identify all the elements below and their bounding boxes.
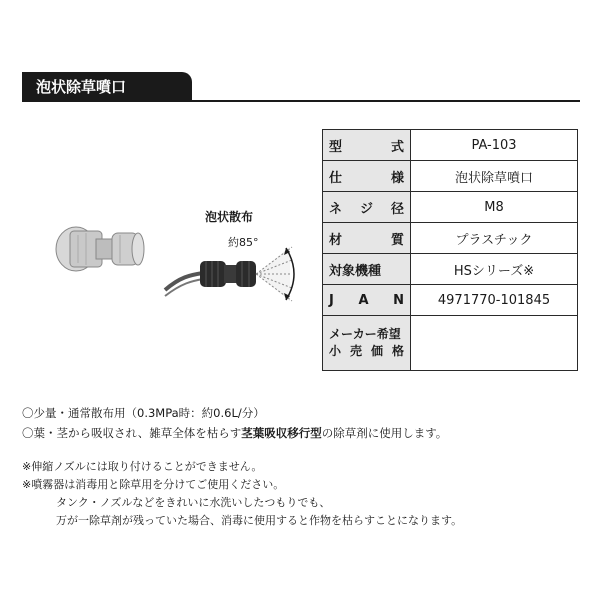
spec-table — [322, 129, 578, 371]
nozzle-photo-left — [56, 227, 144, 271]
note-usage: 〇少量・通常散布用（0.3MPa時：約0.6L/分） — [22, 406, 265, 420]
spec-value-material: プラスチック — [411, 223, 578, 254]
spray-label: 泡状散布 — [205, 210, 254, 224]
title-divider — [22, 100, 580, 102]
spec-label-material: 材 質 — [329, 232, 404, 248]
spec-value-spec: 泡状除草噴口 — [411, 161, 578, 192]
caution-notes — [22, 458, 592, 530]
caution-separate-sprayers: ※噴霧器は消毒用と除草用を分けてご使用ください。 — [22, 478, 285, 491]
spec-value-compatible: HSシリーズ※ — [411, 254, 578, 285]
caution-residue-2: 万が一除草剤が残っていた場合、消毒に使用すると作物を枯らすことになります。 — [56, 514, 463, 527]
spec-label-jan: J A N — [329, 292, 404, 308]
price-label-line1: メーカー希望 — [329, 327, 401, 341]
spec-value-model: PA-103 — [411, 130, 578, 161]
spec-row-compatible — [323, 254, 578, 285]
product-illustration — [40, 195, 310, 330]
spec-row-spec — [323, 161, 578, 192]
herbicide-type-emphasis: 茎葉吸収移行型 — [241, 426, 322, 440]
spec-value-thread: M8 — [411, 192, 578, 223]
spec-label-spec: 仕 様 — [329, 170, 404, 186]
spec-label-model: 型 式 — [329, 139, 404, 155]
spec-value-price — [411, 316, 578, 371]
spec-row-jan — [323, 285, 578, 316]
spray-angle-label: 約85° — [228, 236, 259, 249]
spec-row-model — [323, 130, 578, 161]
spec-row-material — [323, 223, 578, 254]
nozzle-photo-attached — [165, 247, 294, 301]
usage-notes — [22, 403, 592, 443]
spec-row-price — [323, 316, 578, 371]
section-title: 泡状除草噴口 — [22, 72, 192, 102]
price-label-line2: 小 売 価 格 — [329, 344, 404, 358]
spec-value-jan: 4971770-101845 — [411, 285, 578, 316]
note-herbicide-type: 〇葉・茎から吸収され、雑草全体を枯らす茎葉吸収移行型の除草剤に使用します。 — [22, 426, 448, 440]
spec-label-price — [329, 326, 404, 360]
spec-row-thread — [323, 192, 578, 223]
caution-residue-1: タンク・ノズルなどをきれいに水洗いしたつもりでも、 — [56, 496, 331, 509]
caution-extension-nozzle: ※伸縮ノズルには取り付けることができません。 — [22, 460, 263, 473]
spec-label-thread: ネ ジ 径 — [329, 201, 404, 217]
spec-label-compatible: 対象機種 — [323, 254, 411, 285]
